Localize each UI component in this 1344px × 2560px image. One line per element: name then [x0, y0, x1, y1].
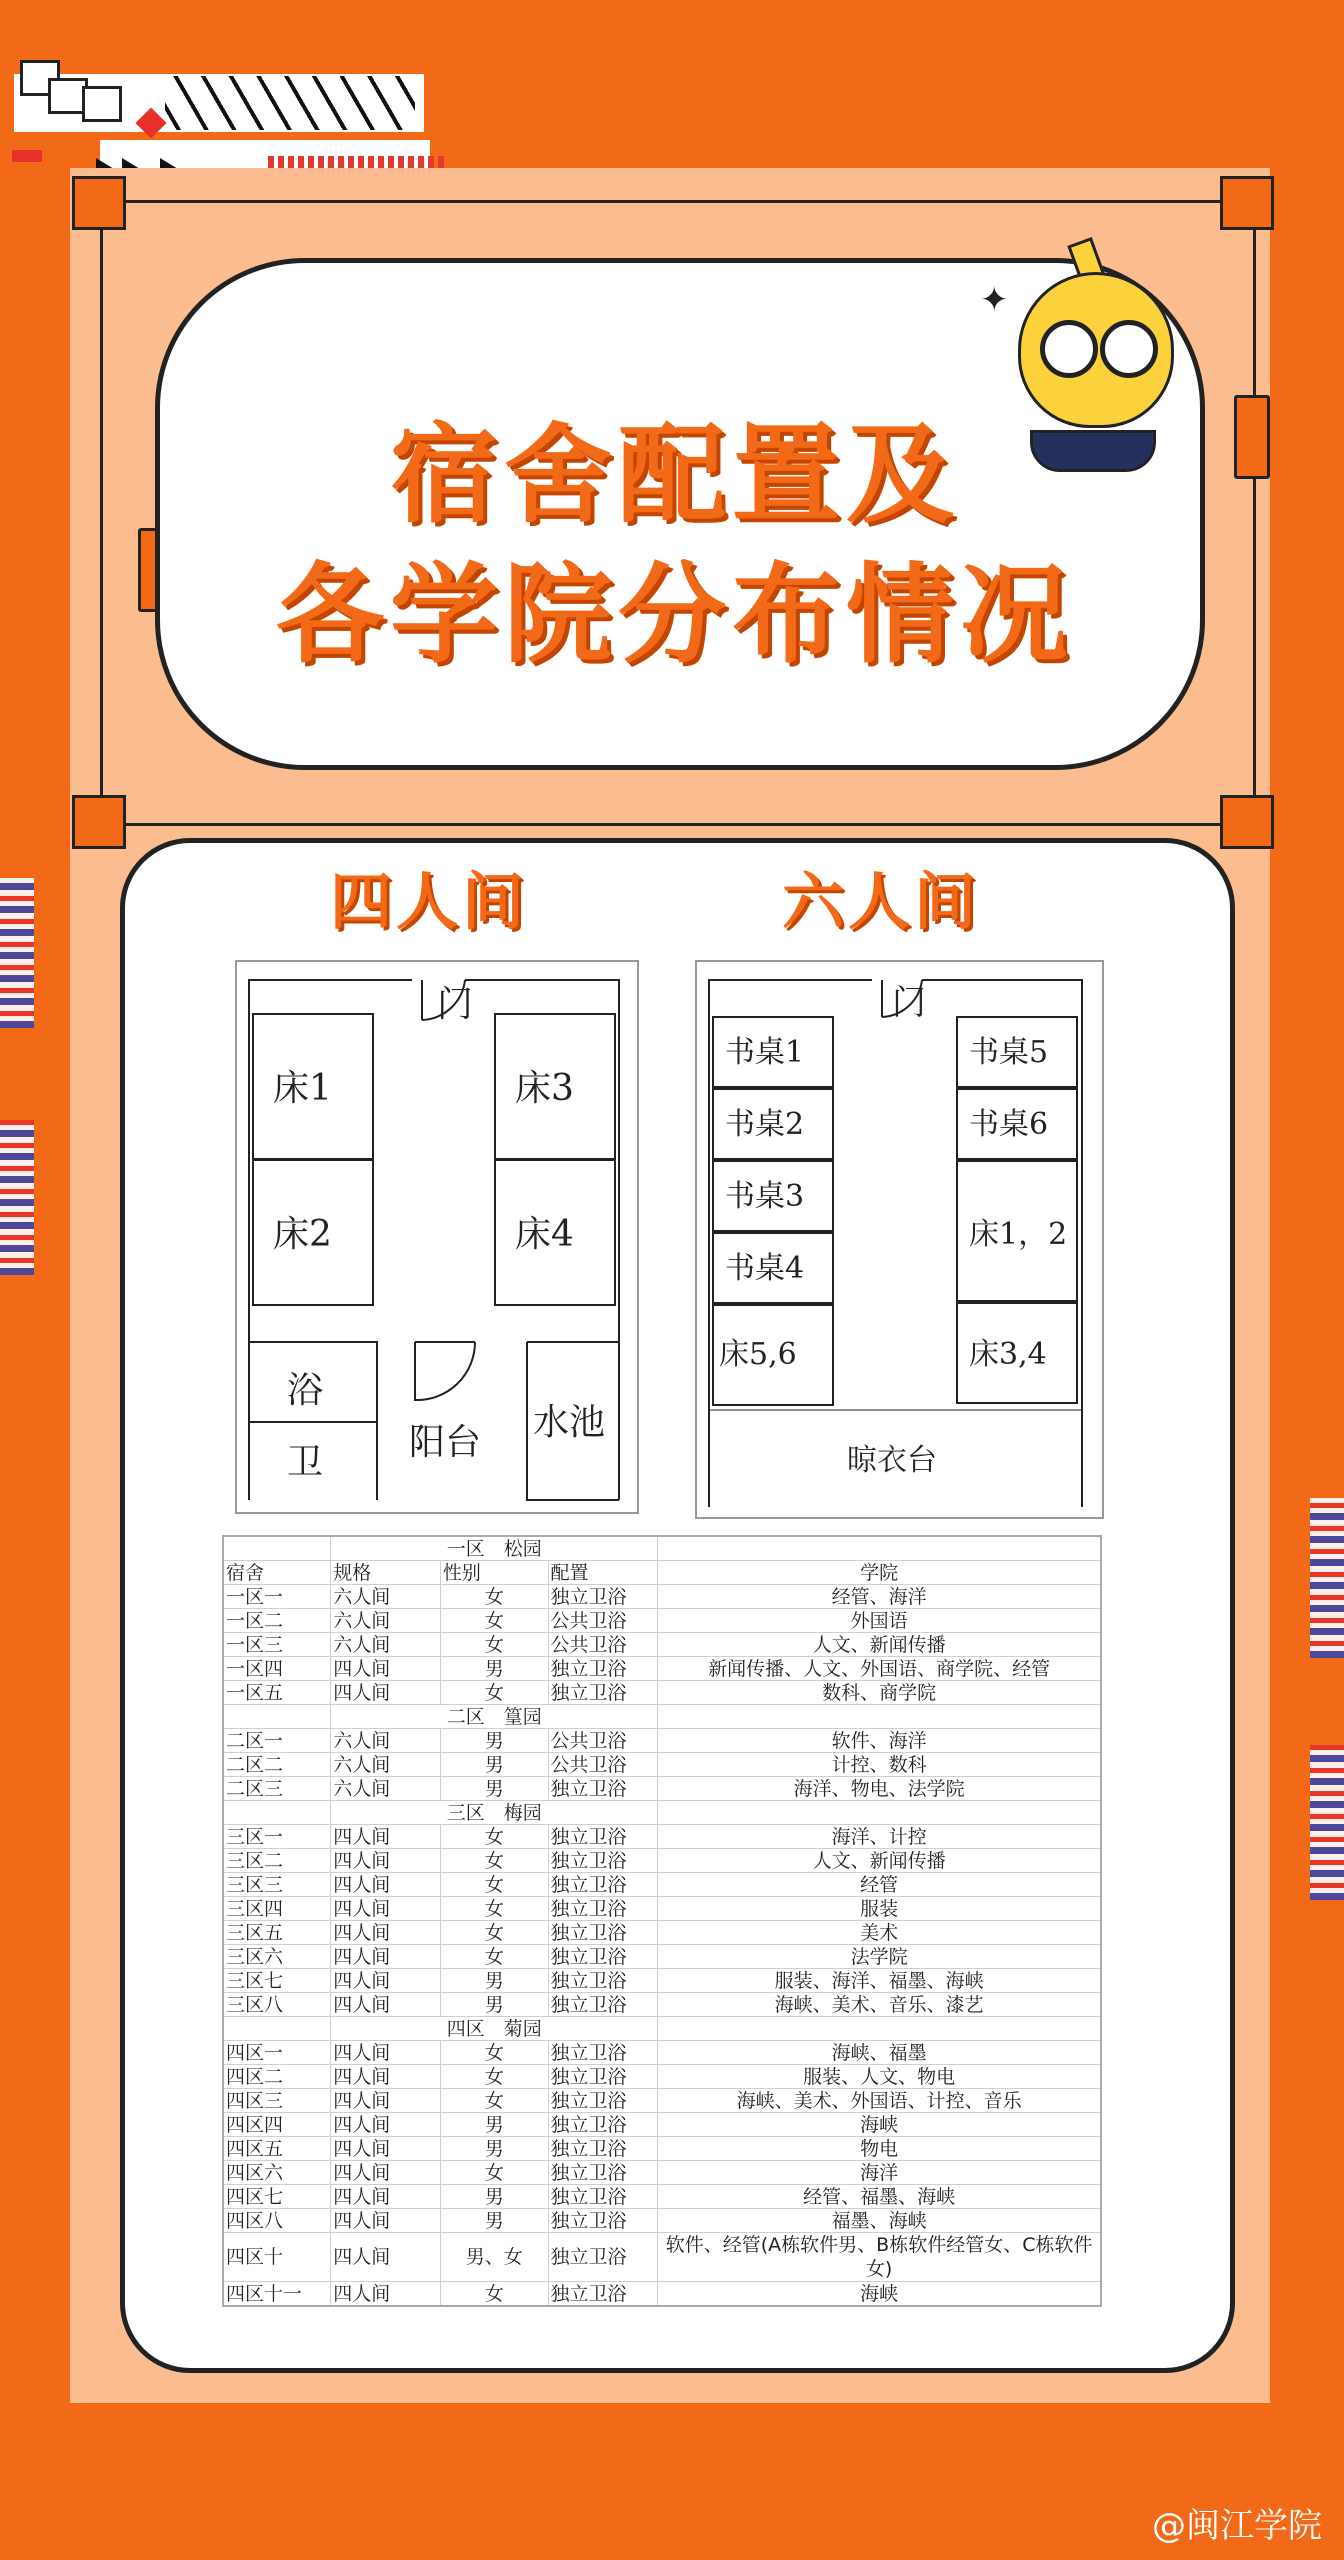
page-title-line1: 宿舍配置及: [389, 413, 960, 538]
table-row: [223, 1897, 1101, 1921]
table-cell: 六人间: [331, 1777, 441, 1801]
table-cell: 男: [440, 1969, 548, 1993]
decor-block: [12, 150, 42, 162]
frame-corner: [72, 795, 126, 849]
table-cell: 物电: [658, 2137, 1101, 2161]
table-cell: 独立卫浴: [548, 1825, 658, 1849]
table-row: [223, 1945, 1101, 1969]
table-cell: 四人间: [331, 1921, 441, 1945]
table-cell: 二区一: [223, 1729, 331, 1753]
desk-label: 书桌1: [725, 1035, 805, 1070]
zone-garden: 菊园: [503, 2017, 542, 2040]
table-cell: 男: [440, 2137, 548, 2161]
sink-label: 水池: [533, 1402, 606, 1443]
mascot: [980, 240, 1190, 480]
table-cell: 海峡、美术、外国语、计控、音乐: [658, 2089, 1101, 2113]
table-cell: 六人间: [331, 1609, 441, 1633]
table-cell: 计控、数科: [658, 1753, 1101, 1777]
table-cell: 四人间: [331, 1993, 441, 2017]
table-cell: 服装: [658, 1897, 1101, 1921]
table-cell: 独立卫浴: [548, 1777, 658, 1801]
table-cell: 四人间: [331, 2209, 441, 2233]
mascot-glasses: [1040, 320, 1098, 378]
table-cell: 一区二: [223, 1609, 331, 1633]
column-header: 宿舍: [223, 1561, 331, 1585]
table-cell: 四人间: [331, 1849, 441, 1873]
table-cell: 女: [440, 1873, 548, 1897]
table-cell: 四人间: [331, 2041, 441, 2065]
table-cell: 独立卫浴: [548, 2113, 658, 2137]
table-cell: 女: [440, 2089, 548, 2113]
table-row: [223, 2113, 1101, 2137]
table-row: [223, 1729, 1101, 1753]
table-cell: 四人间: [331, 1681, 441, 1705]
table-cell: 独立卫浴: [548, 1969, 658, 1993]
table-cell: 女: [440, 1945, 548, 1969]
column-header: 性别: [440, 1561, 548, 1585]
drying-rack-label: 晾衣台: [847, 1443, 937, 1478]
bed-label: 床1，2: [969, 1217, 1068, 1252]
frame-corner: [1220, 176, 1274, 230]
six-person-floor-plan: [695, 960, 1104, 1519]
column-header: 学院: [658, 1561, 1101, 1585]
table-row: [223, 1873, 1101, 1897]
header-stripes: [165, 76, 415, 130]
zone-header-row: [223, 2017, 1101, 2041]
table-cell: 女: [440, 2282, 548, 2307]
table-cell: 公共卫浴: [548, 1753, 658, 1777]
table-cell: 独立卫浴: [548, 1897, 658, 1921]
zone-label: 一区: [446, 1537, 485, 1560]
zone-name: [331, 2017, 658, 2041]
table-row: [223, 2137, 1101, 2161]
table-cell: 海峡、美术、音乐、漆艺: [658, 1993, 1101, 2017]
table-cell: 四区四: [223, 2113, 331, 2137]
table-cell: 独立卫浴: [548, 1849, 658, 1873]
table-row: [223, 1849, 1101, 1873]
mascot-glasses: [1100, 320, 1158, 378]
zone-garden: 梅园: [503, 1801, 542, 1824]
table-row: [223, 2161, 1101, 2185]
table-cell: 六人间: [331, 1585, 441, 1609]
table-cell: 四人间: [331, 1945, 441, 1969]
four-person-room-label: 四人间: [330, 865, 529, 938]
toilet-label: 卫: [287, 1442, 324, 1483]
table-cell: 独立卫浴: [548, 2089, 658, 2113]
table-cell: 三区五: [223, 1921, 331, 1945]
table-cell: 外国语: [658, 1609, 1101, 1633]
table-cell: 四人间: [331, 1873, 441, 1897]
table-cell: 独立卫浴: [548, 2137, 658, 2161]
table-cell: 四区三: [223, 2089, 331, 2113]
table-cell: [658, 1536, 1101, 1561]
table-cell: 美术: [658, 1921, 1101, 1945]
dorm-allocation-table: [222, 1535, 1102, 2307]
table-cell: 新闻传播、人文、外国语、商学院、经管: [658, 1657, 1101, 1681]
zone-label: 四区: [446, 2017, 485, 2040]
table-row: [223, 2185, 1101, 2209]
zone-header-row: [223, 1705, 1101, 1729]
table-cell: 二区二: [223, 1753, 331, 1777]
table-cell: 四区十一: [223, 2282, 331, 2307]
table-cell: 女: [440, 2065, 548, 2089]
bed-label: 床5,6: [719, 1337, 797, 1372]
pixel-noise-strip: [0, 1120, 34, 1275]
table-cell: 四区十: [223, 2233, 331, 2282]
table-row: [223, 1681, 1101, 1705]
table-cell: 女: [440, 1825, 548, 1849]
table-cell: 女: [440, 1681, 548, 1705]
bath-label: 浴: [287, 1370, 324, 1411]
table-cell: 男: [440, 1993, 548, 2017]
table-cell: 三区三: [223, 1873, 331, 1897]
table-cell: 海峡、福墨: [658, 2041, 1101, 2065]
table-cell: 四人间: [331, 2282, 441, 2307]
table-cell: [658, 1801, 1101, 1825]
bed-label: 床3: [515, 1068, 574, 1109]
table-cell: 法学院: [658, 1945, 1101, 1969]
bed-label: 床4: [515, 1214, 574, 1255]
table-cell: 四人间: [331, 2065, 441, 2089]
table-cell: 女: [440, 1633, 548, 1657]
table-cell: 软件、经管(A栋软件男、B栋软件经管女、C栋软件女): [658, 2233, 1101, 2282]
table-cell: 独立卫浴: [548, 2282, 658, 2307]
table-cell: 人文、新闻传播: [658, 1633, 1101, 1657]
table-cell: 男、女: [440, 2233, 548, 2282]
table-cell: 海洋、物电、法学院: [658, 1777, 1101, 1801]
table-cell: [223, 1536, 331, 1561]
table-row: [223, 1753, 1101, 1777]
table-cell: 三区四: [223, 1897, 331, 1921]
table-cell: [658, 1705, 1101, 1729]
table-cell: 海峡: [658, 2113, 1101, 2137]
zone-header-row: [223, 1536, 1101, 1561]
column-header: 规格: [331, 1561, 441, 1585]
door-label: 门: [892, 983, 926, 1023]
table-cell: 四人间: [331, 2233, 441, 2282]
table-cell: 经管、海洋: [658, 1585, 1101, 1609]
table-cell: 四人间: [331, 2137, 441, 2161]
table-cell: 四区五: [223, 2137, 331, 2161]
table-cell: 一区四: [223, 1657, 331, 1681]
table-cell: 海峡: [658, 2282, 1101, 2307]
table-cell: 独立卫浴: [548, 1921, 658, 1945]
table-cell: 一区五: [223, 1681, 331, 1705]
table-cell: 三区八: [223, 1993, 331, 2017]
table-cell: 男: [440, 2113, 548, 2137]
table-cell: 经管: [658, 1873, 1101, 1897]
table-cell: 独立卫浴: [548, 1873, 658, 1897]
mascot-body: [1030, 430, 1156, 472]
zone-garden: 松园: [503, 1537, 542, 1560]
zone-name: [331, 1536, 658, 1561]
pixel-noise-strip: [0, 878, 34, 1028]
table-cell: 公共卫浴: [548, 1729, 658, 1753]
frame-corner: [72, 176, 126, 230]
table-cell: 一区一: [223, 1585, 331, 1609]
desk-label: 书桌5: [969, 1035, 1049, 1070]
table-row: [223, 1825, 1101, 1849]
zone-name: [331, 1705, 658, 1729]
table-cell: 数科、商学院: [658, 1681, 1101, 1705]
table-cell: [223, 1801, 331, 1825]
table-cell: 女: [440, 1897, 548, 1921]
table-row: [223, 1633, 1101, 1657]
table-cell: 男: [440, 1777, 548, 1801]
table-row: [223, 1657, 1101, 1681]
table-cell: 独立卫浴: [548, 1993, 658, 2017]
table-cell: 六人间: [331, 1729, 441, 1753]
zone-garden: 篁园: [503, 1705, 542, 1728]
table-cell: 三区二: [223, 1849, 331, 1873]
table-header-row: [223, 1561, 1101, 1585]
desk-label: 书桌3: [725, 1179, 805, 1214]
table-cell: 经管、福墨、海峡: [658, 2185, 1101, 2209]
table-cell: 女: [440, 2161, 548, 2185]
table-cell: 四人间: [331, 1657, 441, 1681]
table-cell: 海洋: [658, 2161, 1101, 2185]
desk-label: 书桌4: [725, 1251, 805, 1286]
table-cell: 人文、新闻传播: [658, 1849, 1101, 1873]
table-cell: 三区六: [223, 1945, 331, 1969]
table-cell: [223, 1705, 331, 1729]
table-cell: 一区三: [223, 1633, 331, 1657]
table-cell: 独立卫浴: [548, 2209, 658, 2233]
table-cell: 四区八: [223, 2209, 331, 2233]
bed-label: 床3,4: [969, 1337, 1047, 1372]
table-cell: 男: [440, 1753, 548, 1777]
table-cell: 服装、人文、物电: [658, 2065, 1101, 2089]
table-cell: 独立卫浴: [548, 2041, 658, 2065]
zone-header-row: [223, 1801, 1101, 1825]
table-cell: 四人间: [331, 1897, 441, 1921]
pixel-noise-strip: [1310, 1745, 1344, 1900]
table-cell: 独立卫浴: [548, 2185, 658, 2209]
decor-square: [82, 86, 122, 122]
table-cell: 四人间: [331, 2089, 441, 2113]
four-person-floor-plan: [235, 960, 639, 1514]
table-cell: 服装、海洋、福墨、海峡: [658, 1969, 1101, 1993]
table-cell: 独立卫浴: [548, 2065, 658, 2089]
table-cell: 六人间: [331, 1753, 441, 1777]
table-cell: 海洋、计控: [658, 1825, 1101, 1849]
six-person-room-label: 六人间: [782, 865, 981, 938]
zone-label: 三区: [446, 1801, 485, 1824]
table-cell: 女: [440, 1849, 548, 1873]
table-cell: 女: [440, 1585, 548, 1609]
table-cell: 男: [440, 2185, 548, 2209]
pixel-noise-strip: [1310, 1498, 1344, 1658]
table-cell: 四区二: [223, 2065, 331, 2089]
desk-label: 书桌6: [969, 1107, 1049, 1142]
table-row: [223, 1609, 1101, 1633]
table-cell: 独立卫浴: [548, 1657, 658, 1681]
table-cell: [223, 2017, 331, 2041]
table-cell: 女: [440, 1609, 548, 1633]
table-cell: 公共卫浴: [548, 1633, 658, 1657]
table-row: [223, 1777, 1101, 1801]
sparkle-icon: ✦: [980, 280, 1009, 320]
table-cell: 四人间: [331, 1969, 441, 1993]
page-title-line2: 各学院分布情况: [275, 553, 1074, 678]
table-cell: 四区一: [223, 2041, 331, 2065]
weibo-watermark: @闽江学院: [1152, 2506, 1322, 2546]
table-cell: 四人间: [331, 2185, 441, 2209]
table-cell: 福墨、海峡: [658, 2209, 1101, 2233]
zone-label: 二区: [446, 1705, 485, 1728]
table-cell: 女: [440, 1921, 548, 1945]
table-row: [223, 2282, 1101, 2307]
table-cell: 独立卫浴: [548, 1945, 658, 1969]
table-cell: 独立卫浴: [548, 2161, 658, 2185]
table-cell: 男: [440, 1657, 548, 1681]
table-cell: 女: [440, 2041, 548, 2065]
door-label: 门: [437, 984, 474, 1025]
table-row: [223, 1921, 1101, 1945]
table-cell: 男: [440, 2209, 548, 2233]
table-cell: 三区七: [223, 1969, 331, 1993]
frame-tab: [1234, 395, 1270, 479]
table-cell: 软件、海洋: [658, 1729, 1101, 1753]
table-cell: 四区六: [223, 2161, 331, 2185]
table-row: [223, 2065, 1101, 2089]
table-cell: 四区七: [223, 2185, 331, 2209]
table-row: [223, 2233, 1101, 2282]
column-header: 配置: [548, 1561, 658, 1585]
balcony-label: 阳台: [409, 1422, 482, 1463]
zone-name: [331, 1801, 658, 1825]
table-cell: 六人间: [331, 1633, 441, 1657]
table-cell: 独立卫浴: [548, 1681, 658, 1705]
table-cell: 四人间: [331, 1825, 441, 1849]
table-row: [223, 1993, 1101, 2017]
table-cell: 男: [440, 1729, 548, 1753]
table-cell: 三区一: [223, 1825, 331, 1849]
table-row: [223, 2089, 1101, 2113]
bed-label: 床2: [273, 1214, 332, 1255]
frame-corner: [1220, 795, 1274, 849]
table-cell: 独立卫浴: [548, 1585, 658, 1609]
table-cell: 四人间: [331, 2161, 441, 2185]
table-row: [223, 2041, 1101, 2065]
bed-label: 床1: [273, 1068, 332, 1109]
desk-label: 书桌2: [725, 1107, 805, 1142]
table-row: [223, 1969, 1101, 1993]
table-row: [223, 1585, 1101, 1609]
table-cell: 公共卫浴: [548, 1609, 658, 1633]
table-cell: 独立卫浴: [548, 2233, 658, 2282]
table-cell: 四人间: [331, 2113, 441, 2137]
table-cell: [658, 2017, 1101, 2041]
table-cell: 二区三: [223, 1777, 331, 1801]
table-row: [223, 2209, 1101, 2233]
